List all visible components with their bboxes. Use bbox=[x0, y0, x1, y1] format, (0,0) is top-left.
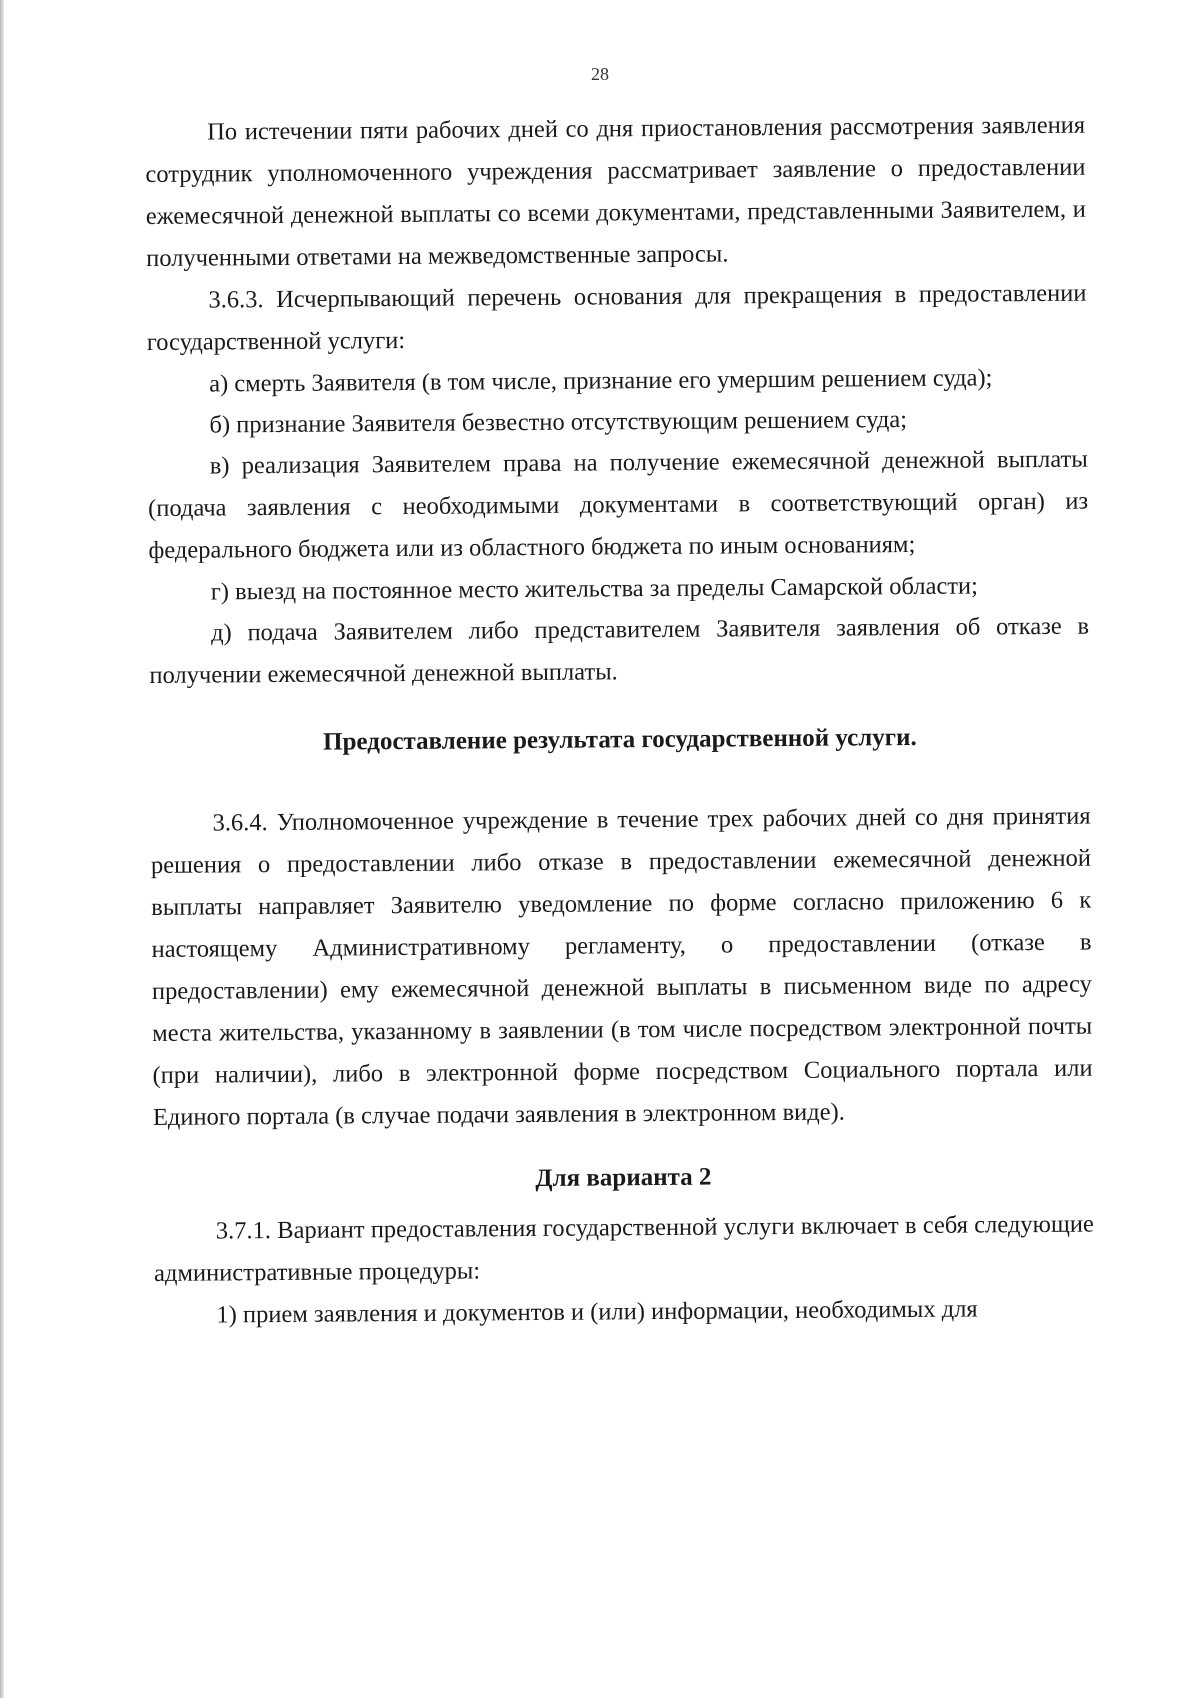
list-item-v: в) реализация Заявителем права на получение ежемесячной денежной выплаты (подача заявления с необходимыми документами в соответствующий орган) из федерального бюджета или из областного бюджета по иным основаниям; bbox=[148, 445, 1089, 564]
section-heading-result: Предоставление результата государственной услуги. bbox=[323, 723, 917, 756]
list-item-g: г) выезд на постоянное место жительства за пределы Самарской области; bbox=[210, 572, 978, 606]
paragraph-resumption: По истечении пяти рабочих дней со дня приостановления рассмотрения заявления сотрудник уполномоченного учреждения рассматривает заявление о предоставлении ежемесячной денежной выплаты со всеми документами, представленными Заявителем, и полученными ответами на межведомственные запросы. bbox=[145, 111, 1086, 272]
paragraph-3-6-4: 3.6.4. Уполномоченное учреждение в течение трех рабочих дней со дня принятия решения о предоставлении либо отказе в предоставлении ежемесячной денежной выплаты направляет Заявителю уведомление по форме согласно приложению 6 к настоящему Административному регламенту, о предоставлении (отказе в предоставлении) ему ежемесячной денежной выплаты в письменном виде по адресу места жительства, указанному в заявлении (в том числе посредством электронной почты (при наличии), либо в электронной форме посредством Социального портала или Единого портала (в случае подачи заявления в электронном виде). bbox=[150, 802, 1093, 1131]
paragraph-procedure-1: 1) прием заявления и документов и (или) информации, необходимых для bbox=[216, 1295, 978, 1329]
list-item-d: д) подача Заявителем либо представителем Заявителя заявления об отказе в получении ежемесячной денежной выплаты. bbox=[149, 612, 1090, 689]
section-heading-variant-2: Для варианта 2 bbox=[535, 1163, 712, 1192]
list-item-a: а) смерть Заявителя (в том числе, признание его умершим решением суда); bbox=[209, 364, 993, 398]
document-body bbox=[145, 105, 1095, 1337]
page-number: 28 bbox=[591, 64, 609, 84]
paragraph-3-7-1: 3.7.1. Вариант предоставления государственной услуги включает в себя следующие административные процедуры: bbox=[154, 1210, 1094, 1287]
list-item-b: б) признание Заявителя безвестно отсутствующим решением суда; bbox=[209, 406, 908, 439]
paragraph-3-6-3: 3.6.3. Исчерпывающий перечень основания для прекращения в предоставлении государственной услуги: bbox=[146, 279, 1087, 356]
